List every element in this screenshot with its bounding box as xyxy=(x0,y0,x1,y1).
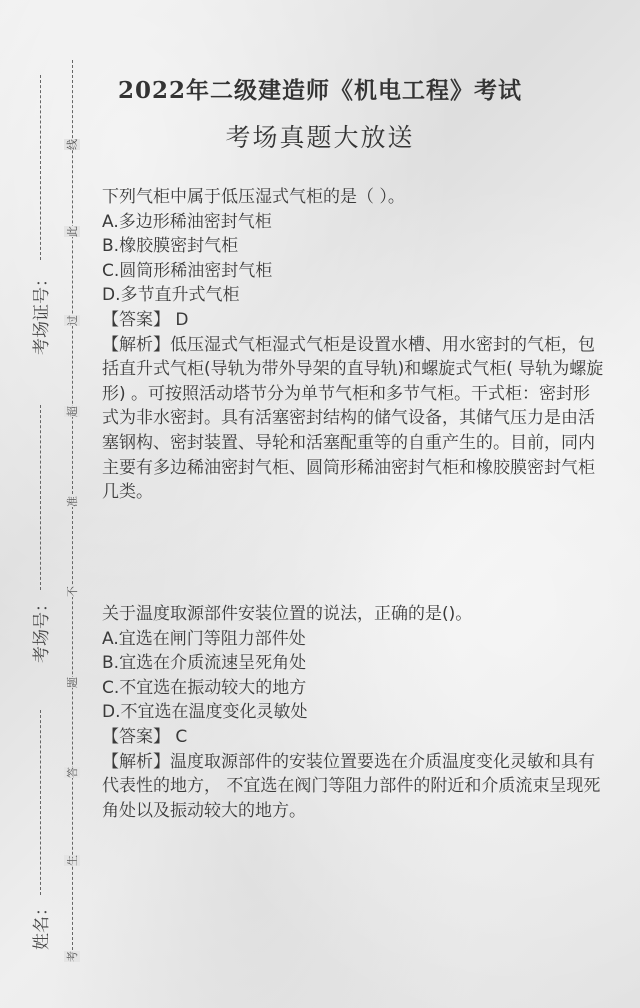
exam-cert-label: 考场证号： xyxy=(32,270,52,355)
analysis: 【解析】温度取源部件的安装位置要选在介质温度变化灵敏和具有代表性的地方， 不宜选在阀门等阻力部件的附近和介质流束呈现死角处以及振动较大的地方。 xyxy=(102,751,601,821)
question-1 xyxy=(102,185,607,505)
answer: 【答案】 C xyxy=(102,726,188,747)
binding-char: 不 xyxy=(66,586,79,597)
page-subtitle: 考场真题大放送 xyxy=(225,123,415,152)
binding-char: 准 xyxy=(66,496,79,507)
binding-char: 此 xyxy=(66,226,79,237)
option-b: B.橡胶膜密封气柜 xyxy=(102,236,239,257)
answer: 【答案】 D xyxy=(102,309,189,330)
exam-cert-blank xyxy=(40,75,41,260)
question-2 xyxy=(102,602,607,823)
question-stem: 下列气柜中属于低压湿式气柜的是（ ）。 xyxy=(102,187,405,207)
option-c: C.不宜选在振动较大的地方 xyxy=(102,677,307,698)
page-title: 2022年二级建造师《机电工程》考试 xyxy=(117,77,522,104)
binding-char: 线 xyxy=(66,139,79,150)
name-label: 姓名： xyxy=(32,899,52,950)
name-blank xyxy=(40,710,41,895)
binding-char: 超 xyxy=(66,406,79,417)
option-d: D.不宜选在温度变化灵敏处 xyxy=(102,702,308,723)
option-c: C.圆筒形稀油密封气柜 xyxy=(102,260,273,281)
binding-char: 生 xyxy=(66,855,79,866)
binding-char: 答 xyxy=(66,767,79,778)
option-a: A.宜选在闸门等阻力部件处 xyxy=(102,628,306,649)
exam-room-label: 考场号： xyxy=(32,595,52,663)
binding-line xyxy=(72,60,73,955)
binding-char: 考 xyxy=(66,951,79,962)
question-stem: 关于温度取源部件安装位置的说法，正确的是()。 xyxy=(102,604,473,624)
analysis: 【解析】低压湿式气柜湿式气柜是设置水槽、用水密封的气柜，包括直升式气柜(导轨为带外导架的直导轨)和螺旋式气柜( 导轨为螺旋形) 。可按照活动塔节分为单节气柜和多节气柜。干式柜：密封形式为非水密封。具有活塞密封结构的储气设备，其储气压力是由活塞钢构、密封装置、导轮和活塞配重等的自重产生的。目前，同内主要有多边稀油密封气柜、圆筒形稀油密封气柜和橡胶膜密封气柜几类。 xyxy=(102,334,604,503)
exam-room-blank xyxy=(40,405,41,590)
binding-char: 题 xyxy=(66,677,79,688)
binding-char: 过 xyxy=(66,315,79,326)
option-d: D.多节直升式气柜 xyxy=(102,285,240,306)
option-b: B.宜选在介质流速呈死角处 xyxy=(102,653,307,674)
option-a: A.多边形稀油密封气柜 xyxy=(102,211,272,232)
